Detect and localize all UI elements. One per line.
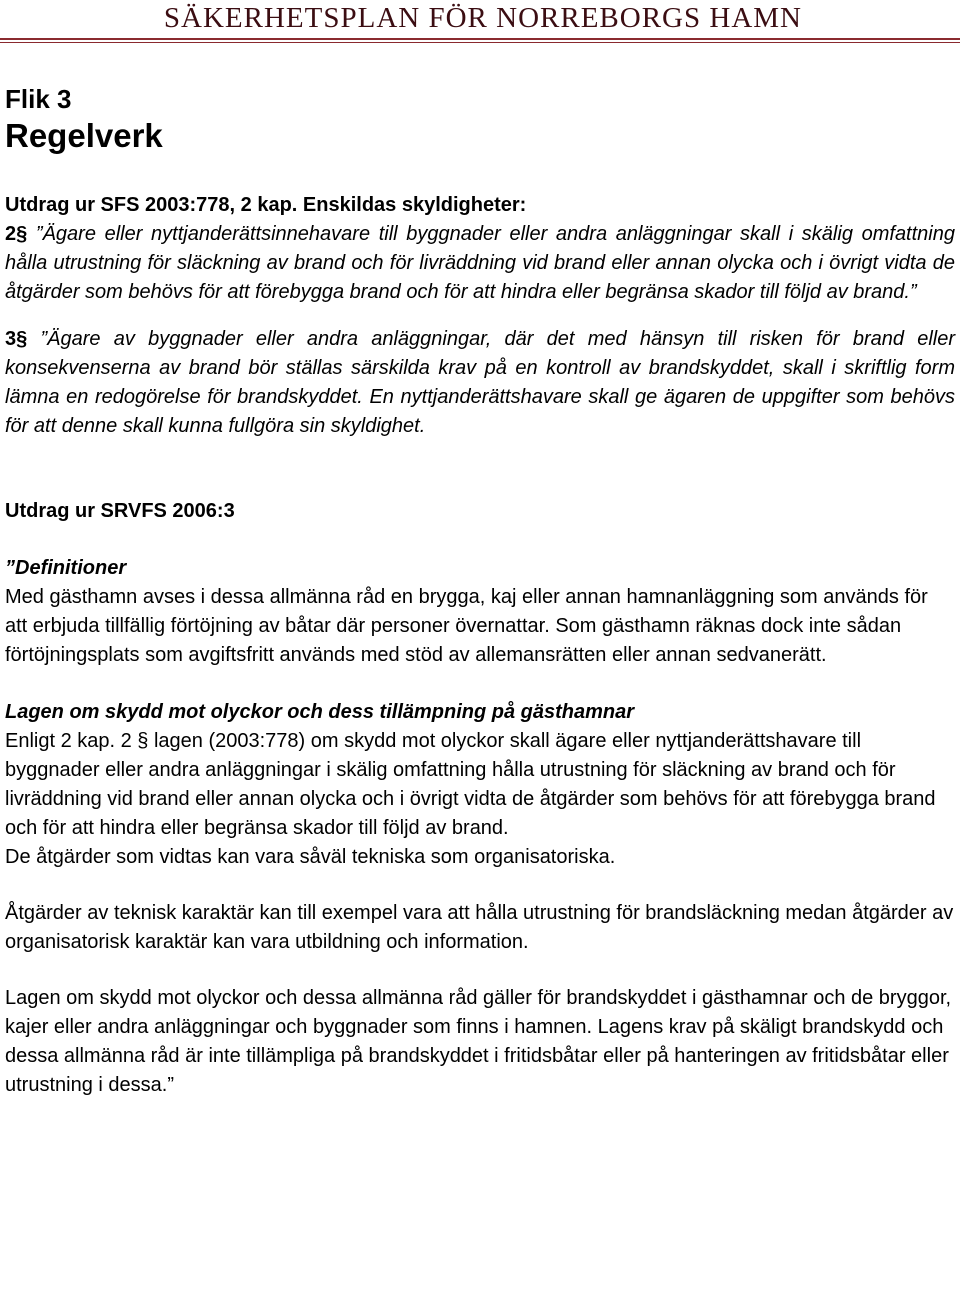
- flik-label: Flik 3: [5, 84, 72, 114]
- section-3-number: 3§: [5, 328, 28, 350]
- section-3-text: ”Ägare av byggnader eller andra anläggningar, där det med hänsyn till risken för brand eller konsekvenserna av brand bör ställas särskilda krav på en kontroll av brandskyddet, skall i skriftlig form lämna en redogörelse för brandskyddet. En nyttjanderättshavare skall ge ägaren de uppgifter som behövs för att denne skall kunna fullgöra sin skyldighet.: [5, 328, 955, 437]
- page-header-title: SÄKERHETSPLAN FÖR NORREBORGS HAMN: [163, 2, 802, 34]
- sfs-heading: Utdrag ur SFS 2003:778, 2 kap. Enskildas skyldigheter:: [5, 194, 527, 216]
- sfs-paragraph-3: [5, 325, 955, 441]
- page-title: Regelverk: [5, 117, 163, 154]
- srvfs-heading: Utdrag ur SRVFS 2006:3: [5, 500, 235, 522]
- lagen-paragraph-3: Åtgärder av teknisk karaktär kan till exempel vara att hålla utrustning för brandsläckning medan åtgärder av organisatorisk karaktär kan vara utbildning och information.: [5, 902, 954, 953]
- header-rule-thin: [0, 42, 960, 43]
- sfs-paragraph-2: [5, 220, 955, 307]
- lagen-paragraph-2: De åtgärder som vidtas kan vara såväl tekniska som organisatoriska.: [5, 846, 616, 868]
- definitions-heading: ”Definitioner: [5, 557, 127, 579]
- section-2-number: 2§: [5, 223, 28, 245]
- lagen-paragraph-4: Lagen om skydd mot olyckor och dessa allmänna råd gäller för brandskyddet i gästhamnar och de bryggor, kajer eller andra anläggningar och byggnader som finns i hamnen. Lagens krav på skäligt brandskydd och dessa allmänna råd är inte tillämpliga på brandskyddet i fritidsbåtar eller på hanteringen av fritidsbåtar eller utrustning i dessa.”: [5, 987, 952, 1096]
- section-2-text: ”Ägare eller nyttjanderättsinnehavare till byggnader eller andra anläggningar skall i skälig omfattning hålla utrustning för släckning av brand och för livräddning vid brand eller annan olycka och i övrigt vidta de åtgärder som behövs för att förebygga brand och för att hindra eller begränsa skador till följd av brand.”: [5, 223, 955, 303]
- lagen-paragraph-1: Enligt 2 kap. 2 § lagen (2003:778) om skydd mot olyckor skall ägare eller nyttjanderättshavare till byggnader eller andra anläggningar i skälig omfattning hålla utrustning för släckning av brand och för livräddning vid brand eller annan olycka och i övrigt vidta de åtgärder som behövs för att förebygga brand och för att hindra eller begränsa skador till följd av brand.: [5, 730, 936, 839]
- document-body: [5, 82, 955, 1100]
- definitions-text: Med gästhamn avses i dessa allmänna råd en brygga, kaj eller annan hamnanläggning som används för att erbjuda tillfällig förtöjning av båtar där personer övernattar. Som gästhamn räknas dock inte sådan förtöjningsplats som avgiftsfritt används med stöd av allemansrätten eller annan sedvanerätt.: [5, 586, 928, 666]
- lagen-heading: Lagen om skydd mot olyckor och dess tillämpning på gästhamnar: [5, 701, 635, 723]
- header-rule: [0, 38, 960, 40]
